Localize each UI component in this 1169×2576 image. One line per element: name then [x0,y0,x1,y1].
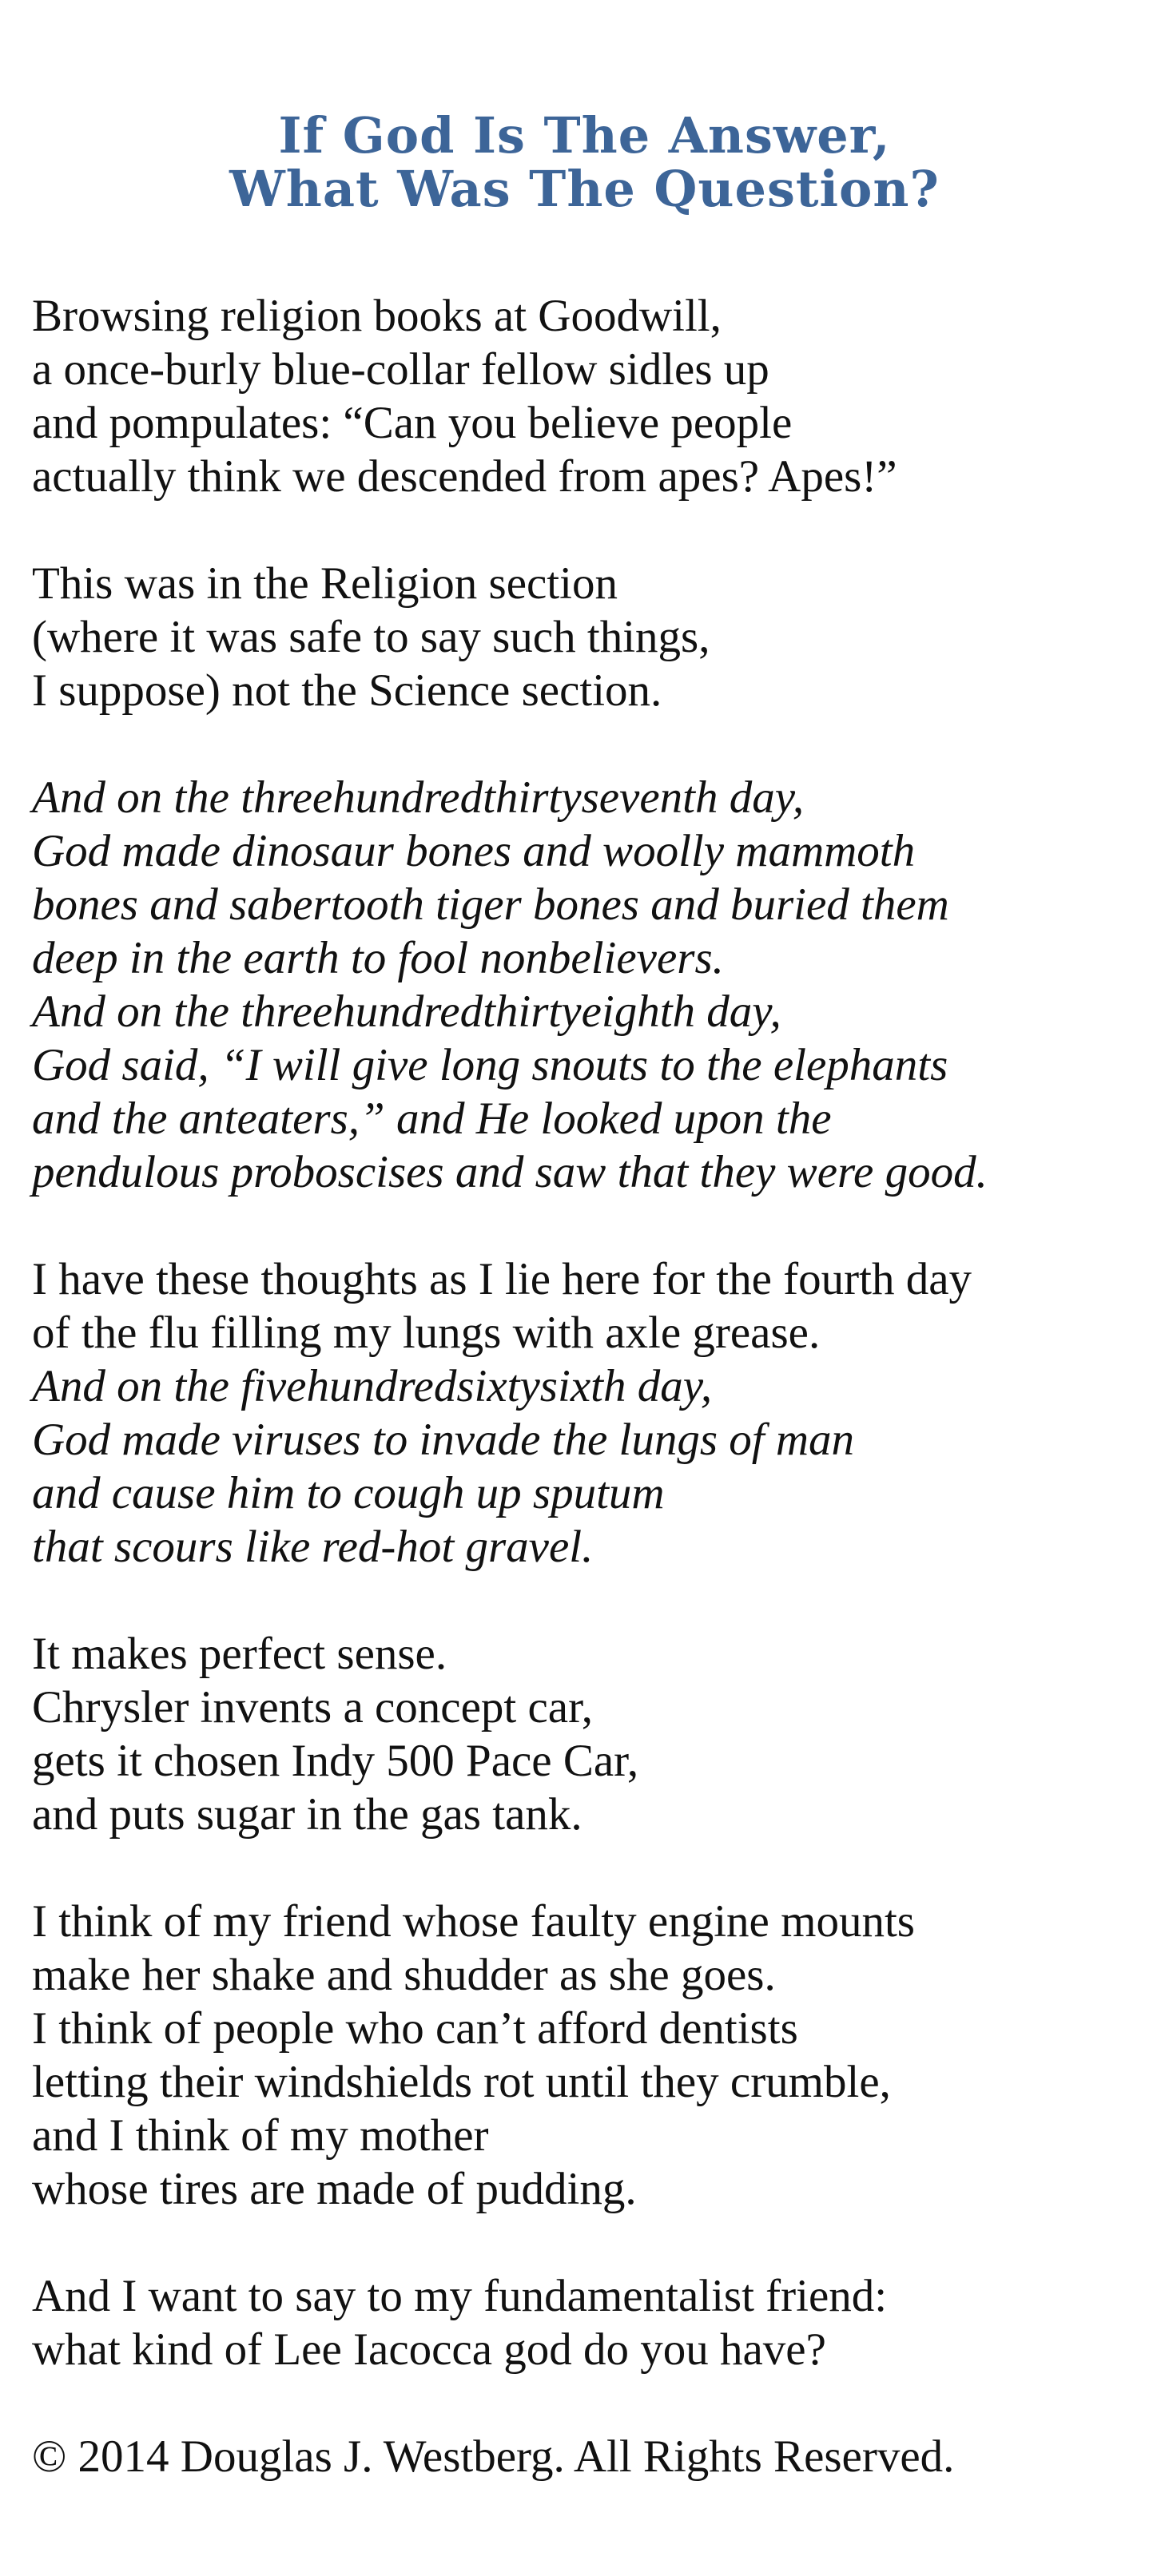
stanza [32,1252,1151,1574]
poem-body [32,289,1151,2483]
poem-line: and puts sugar in the gas tank. [32,1789,583,1840]
poem-line: This was in the Religion section [32,558,618,609]
poem-line: whose tires are made of pudding. [32,2164,637,2214]
stanza [32,1895,1151,2216]
poem-line: Browsing religion books at Goodwill, [32,291,722,341]
poem-line: and I think of my mother [32,2110,489,2161]
poem-line: And on the threehundredthirtyeighth day, [32,986,781,1037]
poem-line: bones and sabertooth tiger bones and buried them [32,879,949,930]
stanza [32,1627,1151,1841]
poem-line: God said, “I will give long snouts to the elephants [32,1040,948,1090]
poem-line: I suppose) not the Science section. [32,665,662,716]
stanza-break [32,503,1151,557]
poem-line: God made dinosaur bones and woolly mammoth [32,826,916,876]
poem-line: of the flu filling my lungs with axle grease. [32,1308,821,1358]
poem-line: It makes perfect sense. [32,1629,447,1679]
poem-line: I have these thoughts as I lie here for the fourth day [32,1254,972,1304]
poem-line: Chrysler invents a concept car, [32,1682,594,1733]
copyright-notice: © 2014 Douglas J. Westberg. All Rights Reserved. [32,2431,955,2482]
poem-line: and pompulates: “Can you believe people [32,398,793,448]
stanza-break [32,717,1151,771]
poem-line: a once-burly blue-collar fellow sidles up [32,344,769,395]
poem-line: God made viruses to invade the lungs of man [32,1415,855,1465]
stanza-break [32,1199,1151,1252]
stanza [32,557,1151,717]
stanza [32,771,1151,1199]
poem-line: and the anteaters,” and He looked upon the [32,1094,832,1144]
poem-line: actually think we descended from apes? Apes!” [32,451,897,502]
title-line-1: If God Is The Answer, [278,106,891,165]
poem-line: I think of my friend whose faulty engine mounts [32,1896,915,1947]
poem-line: gets it chosen Indy 500 Pace Car, [32,1736,639,1786]
stanza [32,2269,1151,2376]
poem-line: And on the threehundredthirtyseventh day, [32,772,805,823]
poem-line: pendulous proboscises and saw that they were good. [32,1147,988,1197]
stanza-break [32,1841,1151,1895]
title-line-2: What Was The Question? [229,160,940,218]
stanza-break [32,2376,1151,2430]
stanza-break [32,1574,1151,1627]
poem-line: letting their windshields rot until they crumble, [32,2057,891,2107]
stanza-break [32,2216,1151,2269]
poem-line: deep in the earth to fool nonbelievers. [32,933,724,983]
poem-line: I think of people who can’t afford dentists [32,2003,798,2054]
poem-line: and cause him to cough up sputum [32,1468,665,1518]
stanza [32,289,1151,503]
poem-line: (where it was safe to say such things, [32,612,710,662]
poem-line: And I want to say to my fundamentalist friend: [32,2271,888,2321]
poem-title [0,106,1169,218]
poem-line: And on the fivehundredsixtysixth day, [32,1361,713,1411]
poem-line: that scours like red-hot gravel. [32,1522,594,1572]
poem-line: what kind of Lee Iacocca god do you have? [32,2324,826,2375]
poem-line: make her shake and shudder as she goes. [32,1950,776,2000]
